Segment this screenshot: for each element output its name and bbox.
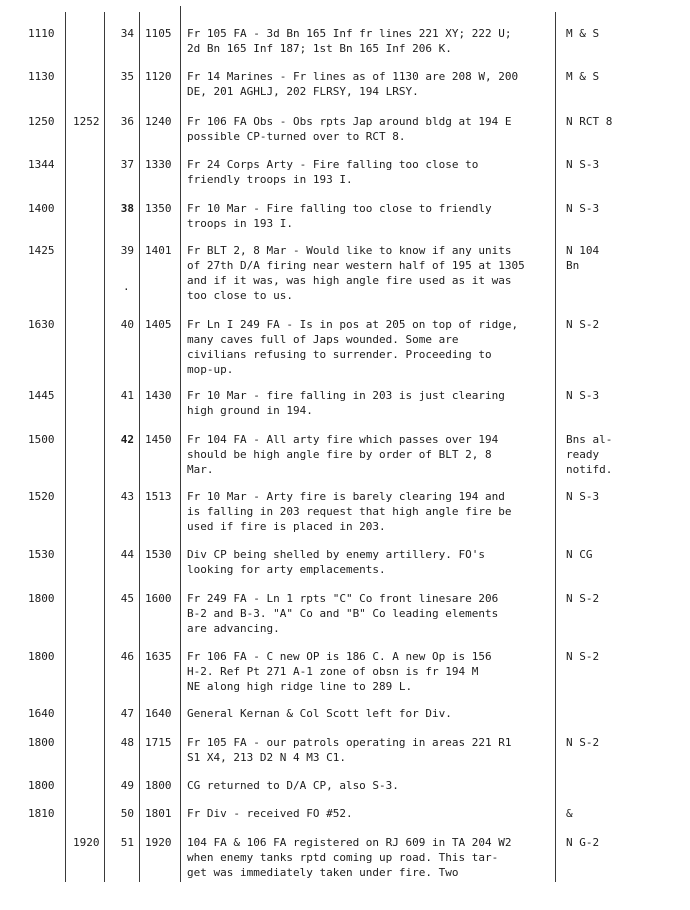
action-taken (566, 432, 666, 477)
message-text (187, 706, 547, 721)
time-received: 1400 (28, 202, 55, 215)
message-line: Fr 105 FA - our patrols operating in areas 221 R1 (187, 736, 512, 749)
message-text (187, 735, 547, 765)
message-line: is falling in 203 request that high angle fire be (187, 505, 512, 518)
time-sent: 1430 (145, 389, 172, 402)
time-received: 1500 (28, 433, 55, 446)
message-line: CG returned to D/A CP, also S-3. (187, 779, 399, 792)
time-sent: 1405 (145, 318, 172, 331)
time-sent: 1450 (145, 433, 172, 446)
time-sent: 1640 (145, 707, 172, 720)
time-sent: 1800 (145, 779, 172, 792)
action-taken (566, 201, 666, 216)
column-rule-left (65, 12, 66, 882)
message-line: General Kernan & Col Scott left for Div. (187, 707, 452, 720)
action-taken (566, 69, 666, 84)
message-text (187, 26, 547, 56)
action-line: ready (566, 448, 600, 461)
action-taken (566, 157, 666, 172)
time-received: 1445 (28, 389, 55, 402)
margin-mark: . (123, 280, 130, 293)
column-rule-num (139, 12, 140, 882)
message-line: many caves full of Japs wounded. Some are (187, 333, 459, 346)
message-line: Fr BLT 2, 8 Mar - Would like to know if any units (187, 244, 512, 257)
time-received: 1800 (28, 736, 55, 749)
message-line: Fr 14 Marines - Fr lines as of 1130 are 208 W, 200 (187, 70, 519, 83)
action-line: N S-2 (566, 650, 600, 663)
time-received: 1110 (28, 27, 55, 40)
message-line: and if it was, was high angle fire used as it was (187, 274, 512, 287)
time-received: 1800 (28, 779, 55, 792)
message-line: Fr 24 Corps Arty - Fire falling too close to (187, 158, 479, 171)
action-line: N RCT 8 (566, 115, 613, 128)
time-sent: 1240 (145, 115, 172, 128)
time-sent: 1330 (145, 158, 172, 171)
action-line: N S-2 (566, 736, 600, 749)
time-received: 1130 (28, 70, 55, 83)
message-line: DE, 201 AGHLJ, 202 FLRSY, 194 LRSY. (187, 85, 419, 98)
message-line: S1 X4, 213 D2 N 4 M3 C1. (187, 751, 346, 764)
action-line: N S-3 (566, 202, 600, 215)
message-line: friendly troops in 193 I. (187, 173, 353, 186)
entry-number: 36 (120, 115, 134, 128)
message-line: Fr Div - received FO #52. (187, 807, 353, 820)
action-taken (566, 591, 666, 606)
action-line: notifd. (566, 463, 613, 476)
message-line: Fr 105 FA - 3d Bn 165 Inf fr lines 221 XY; 222 U; (187, 27, 512, 40)
time-sent: 1801 (145, 807, 172, 820)
time-received: 1425 (28, 244, 55, 257)
entry-number: 40 (120, 318, 134, 331)
action-line: N S-3 (566, 158, 600, 171)
message-line: Fr 10 Mar - fire falling in 203 is just clearing (187, 389, 505, 402)
time-received: 1640 (28, 707, 55, 720)
entry-number: 44 (120, 548, 134, 561)
message-text (187, 591, 547, 636)
entry-number: 50 (120, 807, 134, 820)
message-text (187, 157, 547, 187)
action-line: N G-2 (566, 836, 600, 849)
action-taken (566, 806, 666, 821)
message-line: 2d Bn 165 Inf 187; 1st Bn 165 Inf 206 K. (187, 42, 452, 55)
action-taken (566, 26, 666, 41)
column-rule-time3 (180, 12, 181, 882)
message-line: Fr 104 FA - All arty fire which passes over 194 (187, 433, 499, 446)
message-line: get was immediately taken under fire. Two (187, 866, 459, 879)
time-received: 1630 (28, 318, 55, 331)
entry-number: 49 (120, 779, 134, 792)
action-taken (566, 649, 666, 664)
message-line: Mar. (187, 463, 214, 476)
entry-number: 37 (120, 158, 134, 171)
action-taken (566, 547, 666, 562)
action-line: N S-2 (566, 318, 600, 331)
time-sent: 1635 (145, 650, 172, 663)
message-line: mop-up. (187, 363, 234, 376)
message-line: 104 FA & 106 FA registered on RJ 609 in TA 204 W2 (187, 836, 512, 849)
message-line: Fr 106 FA Obs - Obs rpts Jap around bldg at 194 E (187, 115, 512, 128)
entry-number: 39 (120, 244, 134, 257)
entry-number: 42 (120, 433, 134, 446)
action-line: Bns al- (566, 433, 613, 446)
message-line: should be high angle fire by order of BLT 2, 8 (187, 448, 492, 461)
message-text (187, 835, 547, 880)
action-line: N CG (566, 548, 593, 561)
action-taken (566, 388, 666, 403)
action-taken (566, 243, 666, 273)
action-taken (566, 317, 666, 332)
time-sent: 1715 (145, 736, 172, 749)
entry-number: 47 (120, 707, 134, 720)
message-text (187, 69, 547, 99)
time-sent: 1350 (145, 202, 172, 215)
entry-number: 46 (120, 650, 134, 663)
message-line: high ground in 194. (187, 404, 313, 417)
message-text (187, 547, 547, 577)
message-line: possible CP-turned over to RCT 8. (187, 130, 406, 143)
message-line: B-2 and B-3. "A" Co and "B" Co leading elements (187, 607, 499, 620)
message-text (187, 778, 547, 793)
message-line: Div CP being shelled by enemy artillery. FO's (187, 548, 486, 561)
action-line: N S-3 (566, 490, 600, 503)
time-received: 1250 (28, 115, 55, 128)
action-line: & (566, 807, 573, 820)
message-text (187, 806, 547, 821)
time-sent: 1105 (145, 27, 172, 40)
message-line: Fr 10 Mar - Fire falling too close to friendly (187, 202, 492, 215)
time-received: 1520 (28, 490, 55, 503)
action-line: M & S (566, 70, 600, 83)
time-relayed: 1920 (73, 836, 100, 849)
message-line: civilians refusing to surrender. Proceeding to (187, 348, 492, 361)
action-line: M & S (566, 27, 600, 40)
message-text (187, 114, 547, 144)
time-sent: 1600 (145, 592, 172, 605)
message-line: used if fire is placed in 203. (187, 520, 386, 533)
entry-number: 51 (120, 836, 134, 849)
action-line: N S-2 (566, 592, 600, 605)
message-line: H-2. Ref Pt 271 A-1 zone of obsn is fr 194 M (187, 665, 479, 678)
action-taken (566, 114, 666, 129)
message-text (187, 489, 547, 534)
message-line: Fr 10 Mar - Arty fire is barely clearing 194 and (187, 490, 505, 503)
message-text (187, 432, 547, 477)
message-line: Fr Ln I 249 FA - Is in pos at 205 on top of ridge, (187, 318, 519, 331)
entry-number: 43 (120, 490, 134, 503)
action-taken (566, 489, 666, 504)
time-sent: 1513 (145, 490, 172, 503)
time-relayed: 1252 (73, 115, 100, 128)
time-sent: 1401 (145, 244, 172, 257)
message-text (187, 388, 547, 418)
message-line: when enemy tanks rptd coming up road. This tar- (187, 851, 499, 864)
time-received: 1530 (28, 548, 55, 561)
message-line: are advancing. (187, 622, 280, 635)
action-taken (566, 735, 666, 750)
entry-number: 38 (120, 202, 134, 215)
message-text (187, 317, 547, 377)
time-received: 1344 (28, 158, 55, 171)
message-line: of 27th D/A firing near western half of 195 at 1305 (187, 259, 525, 272)
column-tick-top (180, 6, 181, 14)
action-line: N 104 (566, 244, 600, 257)
message-line: too close to us. (187, 289, 293, 302)
time-received: 1800 (28, 650, 55, 663)
action-taken (566, 835, 666, 850)
entry-number: 34 (120, 27, 134, 40)
entry-number: 45 (120, 592, 134, 605)
message-line: looking for arty emplacements. (187, 563, 386, 576)
time-received: 1810 (28, 807, 55, 820)
message-line: Fr 249 FA - Ln 1 rpts "C" Co front linesare 206 (187, 592, 499, 605)
time-sent: 1530 (145, 548, 172, 561)
entry-number: 35 (120, 70, 134, 83)
time-received: 1800 (28, 592, 55, 605)
time-sent: 1920 (145, 836, 172, 849)
time-sent: 1120 (145, 70, 172, 83)
message-text (187, 649, 547, 694)
column-rule-action (555, 12, 556, 882)
entry-number: 48 (120, 736, 134, 749)
action-line: Bn (566, 259, 580, 272)
message-text (187, 201, 547, 231)
message-line: NE along high ridge line to 289 L. (187, 680, 413, 693)
column-rule-time2 (104, 12, 105, 882)
message-text (187, 243, 547, 303)
message-line: troops in 193 I. (187, 217, 293, 230)
message-line: Fr 106 FA - C new OP is 186 C. A new Op is 156 (187, 650, 492, 663)
entry-number: 41 (120, 389, 134, 402)
action-line: N S-3 (566, 389, 600, 402)
